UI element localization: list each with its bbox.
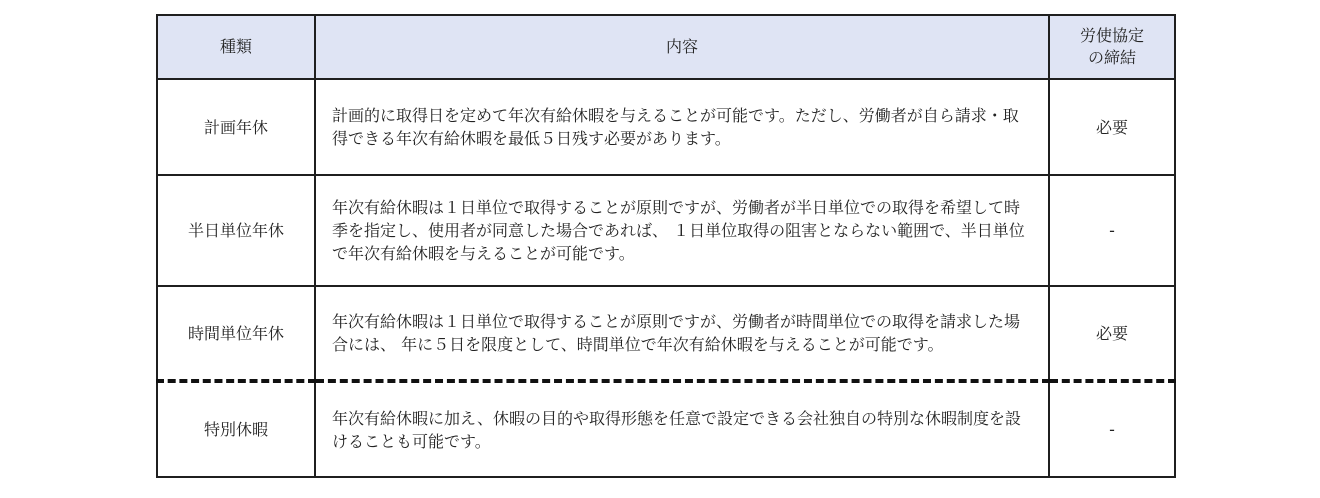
- row-agreement-cell: 必要: [1049, 286, 1175, 381]
- row-type-cell: 特別休暇: [157, 381, 315, 477]
- row-type-cell: 時間単位年休: [157, 286, 315, 381]
- row-content-cell: 年次有給休暇は１日単位で取得することが原則ですが、労働者が半日単位での取得を希望して時季を指定し、使用者が同意した場合であれば、 １日単位取得の阻害とならない範囲で、半日単位で年次有給休暇を与えることが可能です。: [315, 175, 1049, 286]
- header-content: 内容: [315, 15, 1049, 79]
- leave-types-table-container: [156, 14, 1174, 478]
- table-row: [157, 381, 1175, 477]
- row-agreement-cell: -: [1049, 381, 1175, 477]
- row-content-cell: 年次有給休暇は１日単位で取得することが原則ですが、労働者が時間単位での取得を請求した場合には、 年に５日を限度として、時間単位で年次有給休暇を与えることが可能です。: [315, 286, 1049, 381]
- table-row: [157, 175, 1175, 286]
- row-content-cell: 年次有給休暇に加え、休暇の目的や取得形態を任意で設定できる会社独自の特別な休暇制度を設けることも可能です。: [315, 381, 1049, 477]
- row-agreement-cell: -: [1049, 175, 1175, 286]
- leave-types-table: [156, 14, 1176, 478]
- header-agreement: [1049, 15, 1175, 79]
- header-type: 種類: [157, 15, 315, 79]
- table-row: [157, 79, 1175, 175]
- row-type-cell: 半日単位年休: [157, 175, 315, 286]
- header-agreement-label: 労使協定 の締結: [1079, 26, 1144, 67]
- row-content-cell: 計画的に取得日を定めて年次有給休暇を与えることが可能です。ただし、労働者が自ら請求・取得できる年次有給休暇を最低５日残す必要があります。: [315, 79, 1049, 175]
- row-agreement-cell: 必要: [1049, 79, 1175, 175]
- table-row: [157, 286, 1175, 381]
- table-header-row: [157, 15, 1175, 79]
- row-type-cell: 計画年休: [157, 79, 315, 175]
